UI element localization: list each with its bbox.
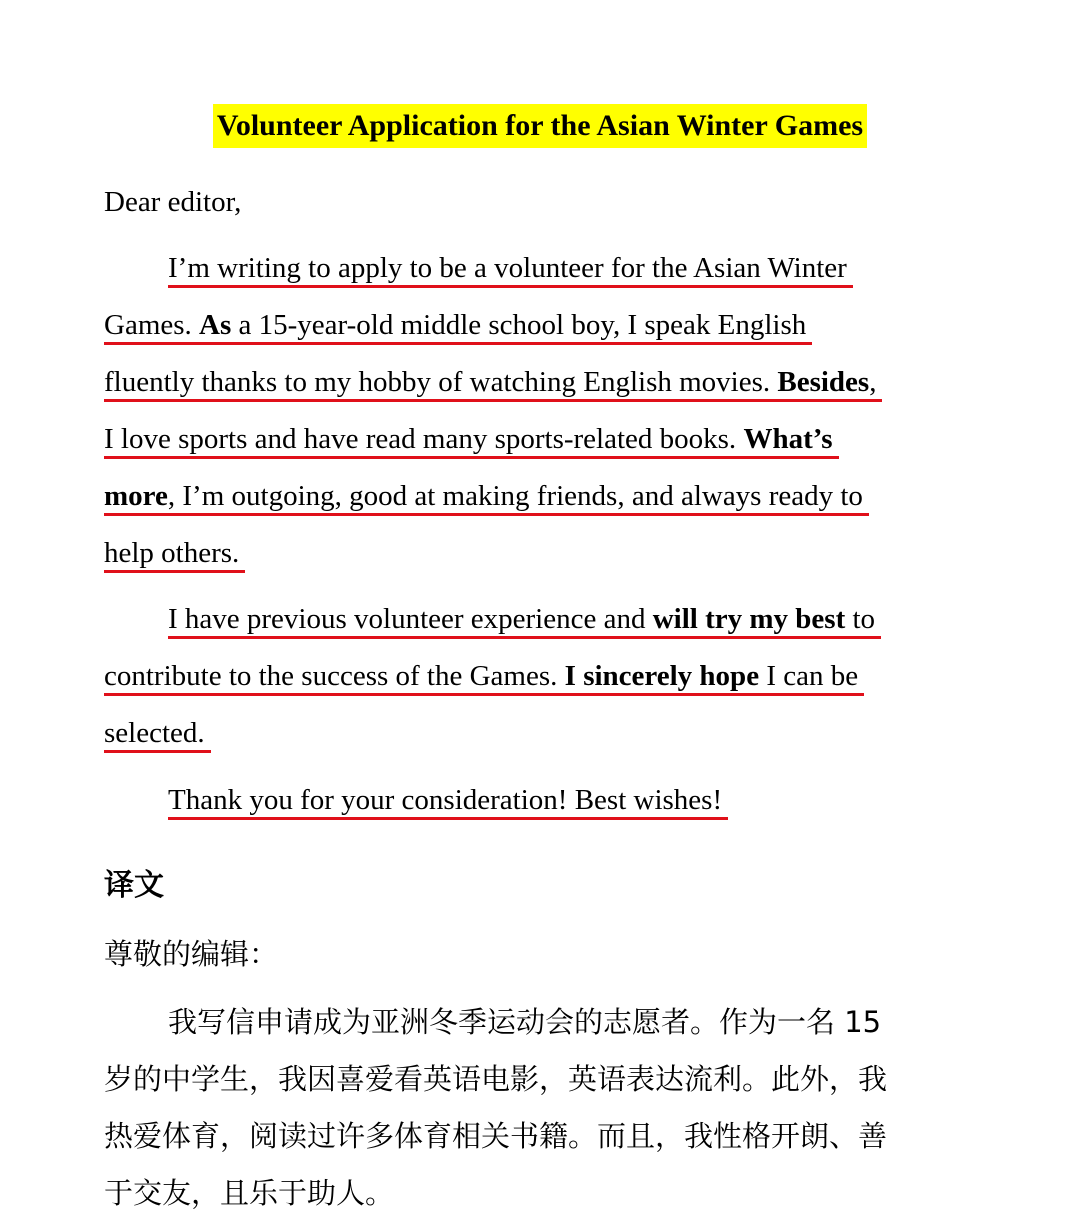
title-container [0,104,1080,148]
paragraph-2-line-2: contribute to the success of the Games. I sincerely hope I can be [104,658,864,698]
paragraph-1-line-6: help others. [104,535,245,575]
translation-line-3: 热爱体育，阅读过许多体育相关书籍。而且，我性格开朗、善 [104,1119,888,1153]
paragraph-1-line-2: Games. As a 15-year-old middle school boy, I speak English [104,307,812,347]
translation-line-1: 我写信申请成为亚洲冬季运动会的志愿者。作为一名 15 [168,1005,882,1039]
paragraph-2-line-1: I have previous volunteer experience and will try my best to [168,601,881,641]
document-title: Volunteer Application for the Asian Winter Games [213,104,867,148]
translation-line-2: 岁的中学生，我因喜爱看英语电影，英语表达流利。此外，我 [104,1062,888,1096]
paragraph-2-line-3: selected. [104,715,211,755]
paragraph-1-line-4: I love sports and have read many sports-related books. What’s [104,421,839,461]
salutation: Dear editor, [104,186,242,218]
translation-heading: 译文 [104,868,164,903]
translation-line-4: 于交友，且乐于助人。 [104,1176,395,1210]
paragraph-3-line-1: Thank you for your consideration! Best wishes! [168,782,728,822]
translation-salutation: 尊敬的编辑： [104,937,279,971]
paragraph-1-line-1: I’m writing to apply to be a volunteer for the Asian Winter [168,250,853,290]
paragraph-1-line-3: fluently thanks to my hobby of watching English movies. Besides, [104,364,882,404]
paragraph-1-line-5: more, I’m outgoing, good at making friends, and always ready to [104,478,869,518]
